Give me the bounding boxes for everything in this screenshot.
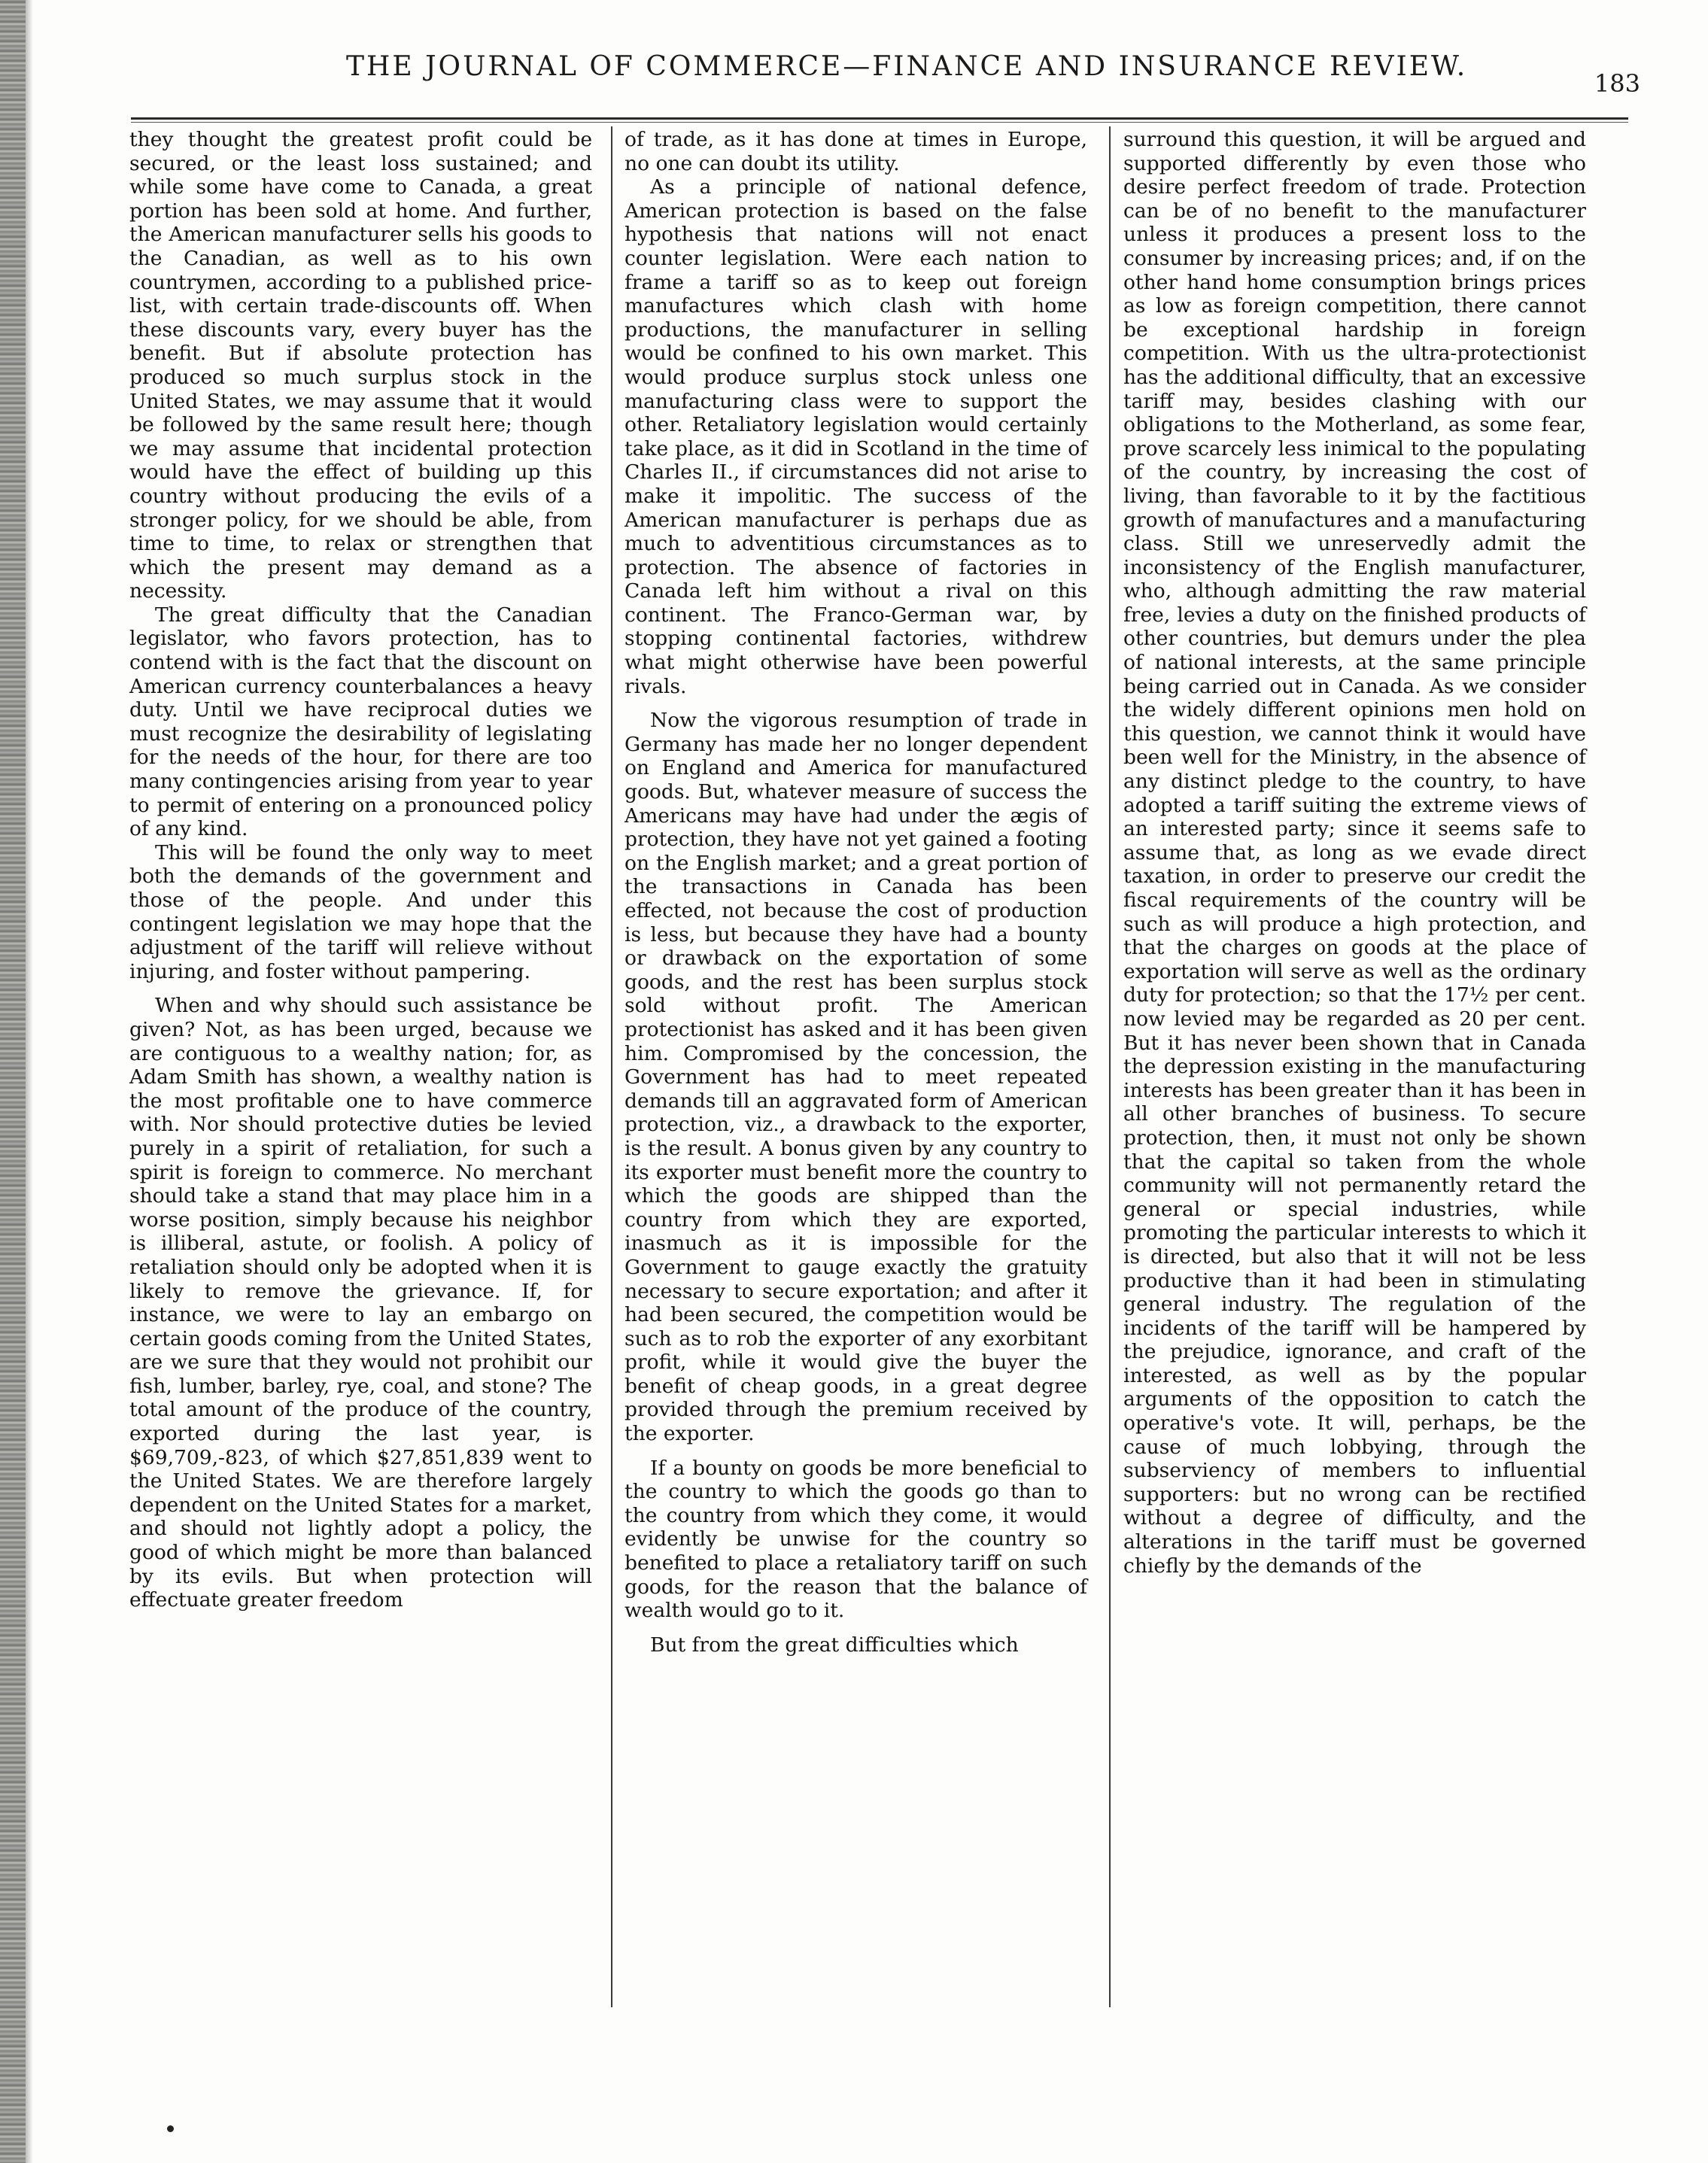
print-speck — [167, 2125, 174, 2132]
paragraph: they thought the greatest profit could be secured, or the least loss sustained; and while some have come to Canada, a great portion has been sold at home. And further, the American manufacturer sells his goods to the Canadian, as well as to his own countrymen, according to a published price-list, with certain trade-discounts off. When these discounts vary, every buyer has the benefit. But if absolute protection has produced so much surplus stock in the United States, we may assume that it would be followed by the same result here; though we may assume that incidental protection would have the effect of building up this country without producing the evils of a stronger policy, for we should be able, from time to time, to relax or strengthen that which the present may demand as a necessity. — [129, 128, 592, 603]
column-rule — [611, 126, 612, 2007]
paragraph: If a bounty on goods be more beneficial to the country to which the goods go than to the country from which they come, it would evidently be unwise for the country so benefited to place a retaliatory tariff on such goods, for the reason that the balance of wealth would go to it. — [625, 1456, 1087, 1623]
paragraph: The great difficulty that the Canadian legislator, who favors protection, has to contend with is the fact that the discount on American currency counterbalances a heavy duty. Until we have reciprocal duties we must recognize the desirability of legislating for the needs of the hour, for there are too many contingencies arising from year to year to permit of entering on a pronounced policy of any kind. — [129, 603, 592, 841]
paragraph: surround this question, it will be argued and supported differently by even those who desire perfect freedom of trade. Protection can be of no benefit to the manufacturer unless it produces a present loss to the consumer by increasing prices; and, if on the other hand home consumption brings prices as low as foreign competition, there cannot be exceptional hardship in foreign competition. With us the ultra-protectionist has the additional difficulty, that an excessive tariff may, besides clashing with our obligations to the Motherland, as some fear, prove scarcely less inimical to the populating of the country, by increasing the cost of living, than favorable to it by the factitious growth of manufactures and a manufacturing class. Still we unreservedly admit the inconsistency of the English manufacturer, who, although admitting the raw material free, levies a duty on the finished products of other countries, but demurs under the plea of national interests, at the same principle being carried out in Canada. As we consider the widely different opinions men hold on this question, we cannot think it would have been well for the Ministry, in the absence of any distinct pledge to the country, to have adopted a tariff suiting the extreme views of an interested party; since it seems safe to assume that, as long as we evade direct taxation, in order to preserve our credit the fiscal requirements of the country will be such as will produce a high protection, and that the charges on goods at the place of exportation will serve as well as the ordinary duty for protection; so that the 17½ per cent. now levied may be regarded as 20 per cent. But it has never been shown that in Canada the depression existing in the manufacturing interests has been greater than it has been in all other branches of business. To secure protection, then, it must not only be shown that the capital so taken from the whole community will not permanently retard the general or special industries, while promoting the particular interests to which it is directed, but also that it will not be less productive than it had been in stimulating general industry. The regulation of the incidents of the tariff will be hampered by the prejudice, ignorance, and craft of the interested, as well as by the popular arguments of the opposition to catch the operative's vote. It will, perhaps, be the cause of much lobbying, through the subserviency of members to influential supporters: but no wrong can be rectified without a degree of difficulty, and the alterations in the tariff must be governed chiefly by the demands of the — [1123, 128, 1586, 1578]
column-2 — [625, 128, 1087, 1657]
paragraph: When and why should such assistance be given? Not, as has been urged, because we are contiguous to a wealthy nation; for, as Adam Smith has shown, a wealthy nation is the most profitable one to have commerce with. Nor should protective duties be levied purely in a spirit of retaliation, for such a spirit is foreign to commerce. No merchant should take a stand that may place him in a worse position, simply because his neighbor is illiberal, astute, or foolish. A policy of retaliation should only be adopted when it is likely to remove the grievance. If, for instance, we were to lay an embargo on certain goods coming from the United States, are we sure that they would not prohibit our fish, lumber, barley, rye, coal, and stone? The total amount of the produce of the country, exported during the last year, is $69,709,-823, of which $27,851,839 went to the United States. We are therefore largely dependent on the United States for a market, and should not lightly adopt a policy, the good of which might be more than balanced by its evils. But when protection will effectuate greater freedom — [129, 994, 592, 1612]
binding-edge — [0, 0, 26, 2163]
paragraph: Now the vigorous resumption of trade in Germany has made her no longer dependent on England and America for manufactured goods. But, whatever measure of success the Americans may have had under the ægis of protection, they have not yet gained a footing on the English market; and a great portion of the transactions in Canada has been effected, not because the cost of production is less, but because they have had a bounty or drawback on the exportation of some goods, and the rest has been surplus stock sold without profit. The American protectionist has asked and it has been given him. Compromised by the concession, the Government has had to meet repeated demands till an aggravated form of American protection, viz., a drawback to the exporter, is the result. A bonus given by any country to its exporter must benefit more the country to which the goods are shipped than the country from which they are exported, inasmuch as it is impossible for the Government to gauge exactly the gratuity necessary to secure exportation; and after it had been secured, the competition would be such as to rob the exporter of any exorbitant profit, while it would give the buyer the benefit of cheap goods, in a great degree provided through the premium received by the exporter. — [625, 709, 1087, 1446]
header-rule — [131, 117, 1628, 123]
column-1 — [129, 128, 592, 1612]
paragraph: This will be found the only way to meet both the demands of the government and those of the people. And under this contingent legislation we may hope that the adjustment of the tariff will relieve without injuring, and foster without pampering. — [129, 840, 592, 983]
paragraph: But from the great difficulties which — [650, 1633, 1019, 1657]
paragraph: As a principle of national defence, American protection is based on the false hypothesis that nations will not enact counter legislation. Were each nation to frame a tariff so as to keep out foreign manufactures which clash with home productions, the manufacturer in selling would be confined to his own market. This would produce surplus stock unless one manufacturing class were to support the other. Retaliatory legislation would certainly take place, as it did in Scotland in the time of Charles II., if circumstances did not arise to make it impolitic. The success of the American manufacturer is perhaps due as much to adventitious circumstances as to protection. The absence of factories in Canada left him without a rival on this continent. The Franco-German war, by stopping continental factories, withdrew what might otherwise have been powerful rivals. — [625, 175, 1087, 698]
page-header — [113, 47, 1640, 99]
paragraph: of trade, as it has done at times in Europe, no one can doubt its utility. — [625, 128, 1087, 175]
column-3 — [1123, 128, 1586, 1578]
column-rule — [1109, 126, 1111, 2007]
page-number: 183 — [1594, 69, 1640, 98]
running-title: THE JOURNAL OF COMMERCE—FINANCE AND INSURANCE REVIEW. — [346, 51, 1468, 82]
